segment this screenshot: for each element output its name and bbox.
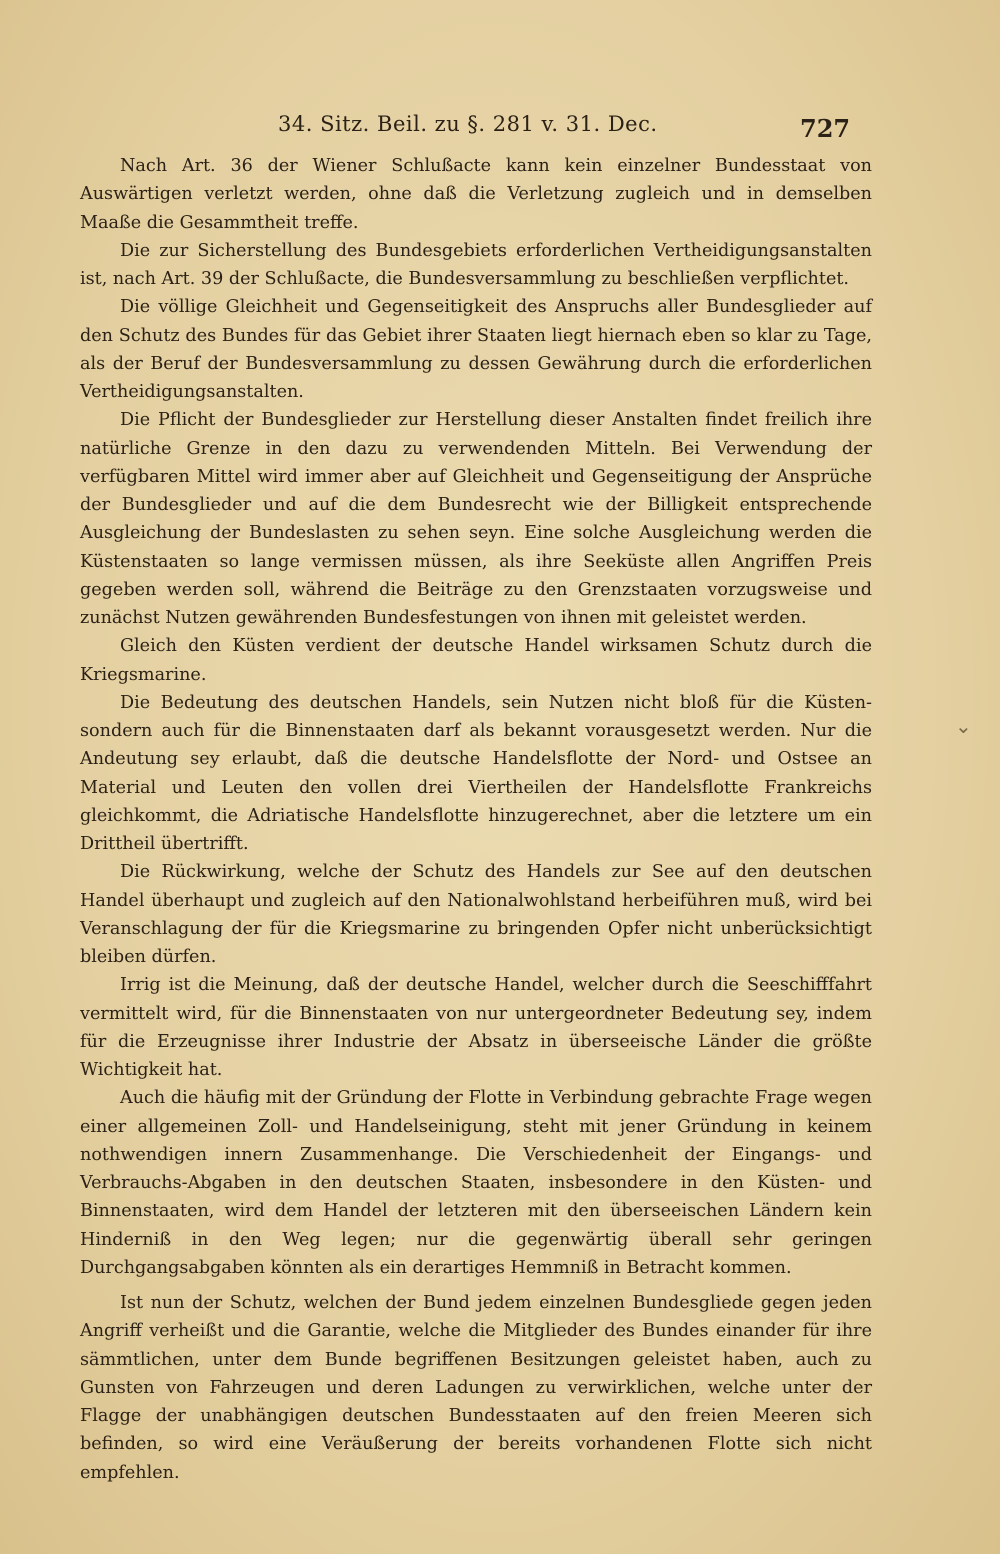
- page-header: [0, 112, 1000, 152]
- page-number: 727: [800, 114, 851, 143]
- paragraph: Die Pflicht der Bundesglieder zur Herstellung dieser Anstalten findet freilich ihre natürliche Grenze in den dazu zu verwendenden Mitteln. Bei Verwendung der verfügbaren Mittel wird immer aber auf Gleichheit und Gegenseitigung der Ansprüche der Bundesglieder und auf die dem Bundesrecht wie der Billigkeit entsprechende Ausgleichung der Bundeslasten zu sehen seyn. Eine solche Ausgleichung werden die Küstenstaaten so lange vermissen müssen, als ihre Seeküste allen Angriffen Preis gegeben werden soll, während die Beiträge zu den Grenzstaaten vorzugsweise und zunächst Nutzen gewährenden Bundesfestungen von ihnen mit geleistet werden.: [80, 410, 872, 628]
- paragraph: Ist nun der Schutz, welchen der Bund jedem einzelnen Bundesgliede gegen jeden Angriff verheißt und die Garantie, welche die Mitglieder des Bundes einander für ihre sämmtlichen, unter dem Bunde begriffenen Besitzungen geleistet haben, auch zu Gunsten von Fahrzeugen und deren Ladungen zu verwirklichen, welche unter der Flagge der unabhängigen deutschen Bundesstaaten auf den freien Meeren sich befinden, so wird eine Veräußerung der bereits vorhandenen Flotte sich nicht empfehlen.: [80, 1293, 872, 1483]
- running-head: 34. Sitz. Beil. zu §. 281 v. 31. Dec.: [278, 112, 658, 136]
- paragraph: Die Bedeutung des deutschen Handels, sein Nutzen nicht bloß für die Küsten- sondern auch für die Binnenstaaten darf als bekannt vorausgesetzt werden. Nur die Andeutung sey erlaubt, daß die deutsche Handelsflotte der Nord- und Ostsee an Material und Leuten den vollen drei Viertheilen der Handelsflotte Frankreichs gleichkommt, die Adriatische Handelsflotte hinzugerechnet, aber die letztere um ein Drittheil übertrifft.: [80, 692, 872, 854]
- body-text: [80, 152, 872, 1487]
- paragraph: Die zur Sicherstellung des Bundesgebiets erforderlichen Vertheidigungsanstalten ist, nach Art. 39 der Schlußacte, die Bundesversammlung zu beschließen verpflichtet.: [80, 240, 872, 289]
- paragraph: Nach Art. 36 der Wiener Schlußacte kann kein einzelner Bundesstaat von Auswärtigen verletzt werden, ohne daß die Verletzung zugleich und in demselben Maaße die Gesammtheit treffe.: [80, 156, 872, 233]
- paragraph: Die völlige Gleichheit und Gegenseitigkeit des Anspruchs aller Bundesglieder auf den Schutz des Bundes für das Gebiet ihrer Staaten liegt hiernach eben so klar zu Tage, als der Beruf der Bundesversammlung zu dessen Gewährung durch die erforderlichen Vertheidigungsanstalten.: [80, 297, 872, 402]
- paragraph: Die Rückwirkung, welche der Schutz des Handels zur See auf den deutschen Handel überhaupt und zugleich auf den Nationalwohlstand herbeiführen muß, wird bei Veranschlagung der für die Kriegsmarine zu bringenden Opfer nicht unberücksichtigt bleiben dürfen.: [80, 862, 872, 967]
- paragraph: Gleich den Küsten verdient der deutsche Handel wirksamen Schutz durch die Kriegsmarine.: [80, 636, 872, 685]
- margin-mark-icon: ⌄: [955, 714, 972, 738]
- paragraph: Irrig ist die Meinung, daß der deutsche Handel, welcher durch die Seeschifffahrt vermittelt wird, für die Binnenstaaten von nur untergeordneter Bedeutung sey, indem für die Erzeugnisse ihrer Industrie der Absatz in überseeische Länder die größte Wichtigkeit hat.: [80, 975, 872, 1080]
- paragraph: Auch die häufig mit der Gründung der Flotte in Verbindung gebrachte Frage wegen einer allgemeinen Zoll- und Handelseinigung, steht mit jener Gründung in keinem nothwendigen innern Zusammenhange. Die Verschiedenheit der Eingangs- und Verbrauchs-Abgaben in den deutschen Staaten, insbesondere in den Küsten- und Binnenstaaten, wird dem Handel der letzteren mit den überseeischen Ländern kein Hinderniß in den Weg legen; nur die gegenwärtig überall sehr geringen Durchgangsabgaben könnten als ein derartiges Hemmniß in Betracht kommen.: [80, 1088, 872, 1278]
